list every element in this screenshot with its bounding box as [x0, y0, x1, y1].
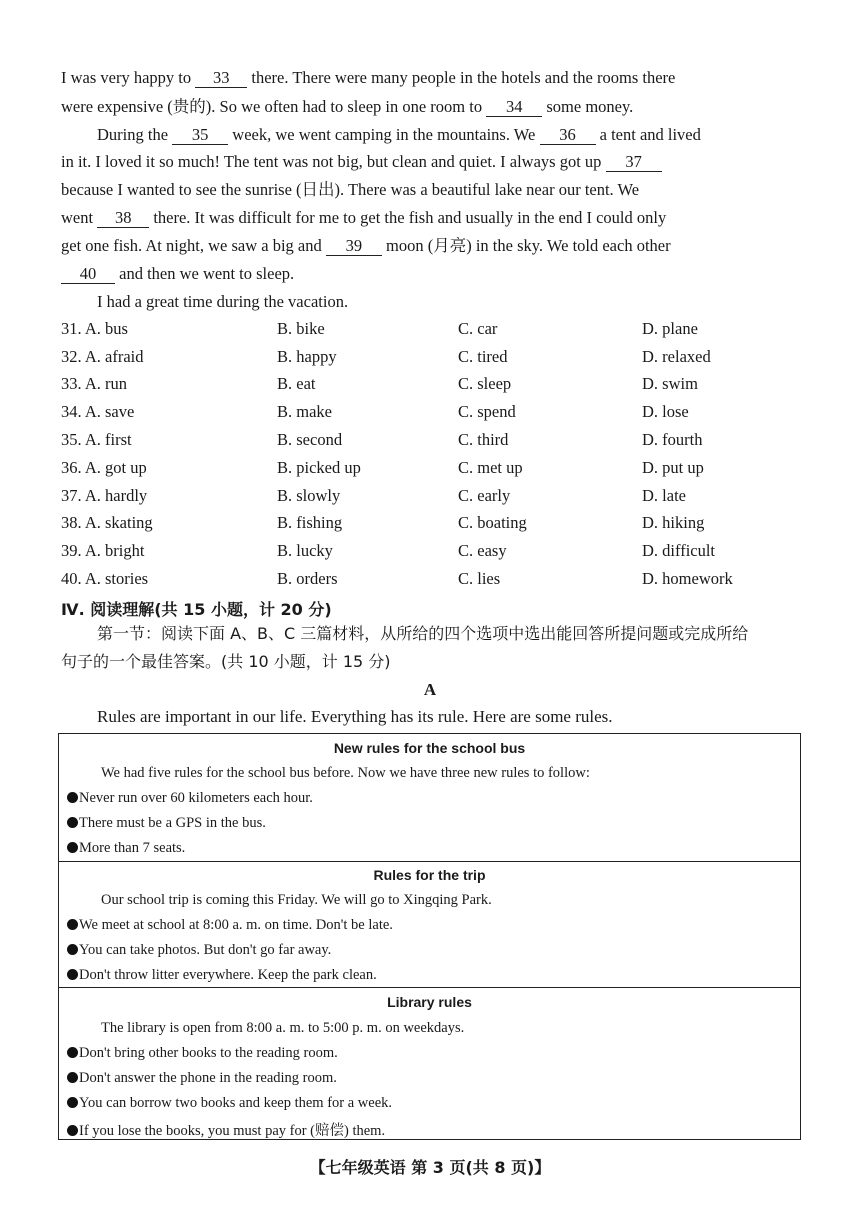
option-d: D. late	[642, 486, 686, 505]
passage-line	[97, 125, 802, 145]
option-c: C. met up	[458, 458, 523, 477]
option-a: 35. A. first	[61, 430, 132, 449]
passage-text: moon (月亮) in the sky. We told each other	[381, 236, 671, 255]
option-a: 33. A. run	[61, 374, 127, 393]
option-c: C. sleep	[458, 374, 512, 393]
blank-34: 34	[486, 98, 542, 117]
rule-item: You can borrow two books and keep them for a week.	[67, 1095, 392, 1112]
bus-rules-title: New rules for the school bus	[333, 740, 526, 756]
option-c: C. car	[458, 319, 498, 338]
bullet-icon	[67, 792, 78, 803]
option-b: B. second	[277, 430, 343, 449]
option-a: 31. A. bus	[61, 319, 128, 338]
option-c: C. boating	[458, 513, 527, 532]
library-rules-title: Library rules	[387, 994, 472, 1010]
option-d: D. difficult	[642, 541, 716, 560]
bus-rules-section	[59, 734, 800, 861]
option-row	[61, 486, 801, 508]
passage-text: there. There were many people in the hotels and the rooms there	[247, 68, 676, 87]
bullet-icon	[67, 1125, 78, 1136]
option-d: D. plane	[642, 319, 698, 338]
option-d: D. swim	[642, 374, 698, 393]
option-b: B. make	[277, 402, 332, 421]
option-b: B. slowly	[277, 486, 341, 505]
option-c: C. tired	[458, 347, 508, 366]
bullet-icon	[67, 817, 78, 828]
rule-item: Never run over 60 kilometers each hour.	[67, 790, 313, 807]
option-d: D. hiking	[642, 513, 705, 532]
option-d: D. put up	[642, 458, 704, 477]
passage-text: were expensive (贵的). So we often had to sleep in one room to	[61, 97, 487, 116]
rule-item: Don't throw litter everywhere. Keep the park clean.	[67, 967, 377, 984]
option-d: D. fourth	[642, 430, 703, 449]
option-a: 34. A. save	[61, 402, 135, 421]
trip-rules-section	[59, 861, 800, 988]
passage-line	[61, 68, 801, 88]
blank-37: 37	[606, 153, 662, 172]
passage-text: week, we went camping in the mountains. We	[228, 125, 540, 144]
option-c: C. early	[458, 486, 511, 505]
passage-text: get one fish. At night, we saw a big and	[61, 236, 326, 255]
blank-40: 40	[61, 265, 115, 284]
option-row	[61, 513, 801, 535]
option-row	[61, 402, 801, 424]
section-title: Ⅳ. 阅读理解(共 15 小题，计 20 分)	[61, 600, 332, 619]
option-row	[61, 541, 801, 563]
instruction-line: 句子的一个最佳答案。(共 10 小题，计 15 分)	[61, 652, 391, 671]
passage-text: went	[61, 208, 98, 227]
passage-line	[61, 264, 801, 284]
passage-line	[61, 97, 801, 117]
option-a: 39. A. bright	[61, 541, 145, 560]
option-b: B. bike	[277, 319, 325, 338]
rule-item: You can take photos. But don't go far away.	[67, 942, 331, 959]
blank-39: 39	[326, 237, 382, 256]
instruction-line: 第一节：阅读下面 A、B、C 三篇材料，从所给的四个选项中选出能回答所提问题或完成所给	[97, 624, 749, 643]
option-a: 36. A. got up	[61, 458, 147, 477]
bullet-icon	[67, 1097, 78, 1108]
rule-item: Don't bring other books to the reading room.	[67, 1045, 338, 1062]
blank-38: 38	[97, 209, 149, 228]
option-b: B. happy	[277, 347, 337, 366]
option-a: 32. A. afraid	[61, 347, 144, 366]
passage-line	[61, 180, 801, 200]
rule-item: We meet at school at 8:00 a. m. on time. Don't be late.	[67, 917, 393, 934]
option-d: D. lose	[642, 402, 689, 421]
passage-text: in it. I loved it so much! The tent was not big, but clean and quiet. I always got up	[61, 152, 606, 171]
passage-text: because I wanted to see the sunrise (日出). There was a beautiful lake near our tent. We	[61, 180, 640, 199]
bullet-icon	[67, 1072, 78, 1083]
passage-line	[61, 208, 801, 228]
rule-item: If you lose the books, you must pay for (赔偿) them.	[67, 1119, 385, 1140]
option-c: C. easy	[458, 541, 507, 560]
option-row	[61, 430, 801, 452]
rules-table	[58, 733, 801, 1140]
option-d: D. homework	[642, 569, 733, 588]
option-a: 37. A. hardly	[61, 486, 148, 505]
passage-text: I was very happy to	[61, 68, 196, 87]
blank-35: 35	[172, 126, 228, 145]
option-b: B. eat	[277, 374, 316, 393]
option-c: C. spend	[458, 402, 516, 421]
option-a: 38. A. skating	[61, 513, 153, 532]
rule-item: There must be a GPS in the bus.	[67, 815, 266, 832]
passage-text: there. It was difficult for me to get the fish and usually in the end I could only	[149, 208, 667, 227]
passage-text: I had a great time during the vacation.	[97, 292, 349, 311]
option-b: B. picked up	[277, 458, 361, 477]
bullet-icon	[67, 944, 78, 955]
passage-line	[97, 292, 837, 312]
passage-text: a tent and lived	[595, 125, 701, 144]
passage-line	[61, 152, 801, 172]
option-b: B. fishing	[277, 513, 343, 532]
reading-intro: Rules are important in our life. Everything has its rule. Here are some rules.	[97, 707, 613, 726]
trip-rules-title: Rules for the trip	[373, 867, 486, 883]
option-row	[61, 374, 801, 396]
option-b: B. lucky	[277, 541, 333, 560]
passage-text: During the	[97, 125, 173, 144]
rule-item: Don't answer the phone in the reading room.	[67, 1070, 337, 1087]
option-row	[61, 319, 801, 341]
option-d: D. relaxed	[642, 347, 711, 366]
bullet-icon	[67, 969, 78, 980]
page-footer: 【七年级英语 第 3 页(共 8 页)】	[309, 1158, 551, 1177]
rule-item: More than 7 seats.	[67, 840, 185, 857]
passage-text: some money.	[542, 97, 634, 116]
blank-33: 33	[195, 69, 247, 88]
trip-rules-intro: Our school trip is coming this Friday. We will go to Xingqing Park.	[101, 892, 492, 908]
option-row	[61, 569, 801, 591]
bus-rules-intro: We had five rules for the school bus before. Now we have three new rules to follow:	[101, 765, 590, 781]
bullet-icon	[67, 842, 78, 853]
blank-36: 36	[540, 126, 596, 145]
bullet-icon	[67, 1047, 78, 1058]
library-rules-section	[59, 987, 800, 1140]
option-a: 40. A. stories	[61, 569, 149, 588]
option-row	[61, 347, 801, 369]
passage-line	[61, 236, 801, 256]
passage-text: and then we went to sleep.	[115, 264, 295, 283]
bullet-icon	[67, 919, 78, 930]
part-label: A	[423, 680, 437, 699]
library-rules-intro: The library is open from 8:00 a. m. to 5:00 p. m. on weekdays.	[101, 1020, 465, 1036]
option-row	[61, 458, 801, 480]
option-c: C. lies	[458, 569, 501, 588]
option-c: C. third	[458, 430, 509, 449]
option-b: B. orders	[277, 569, 338, 588]
